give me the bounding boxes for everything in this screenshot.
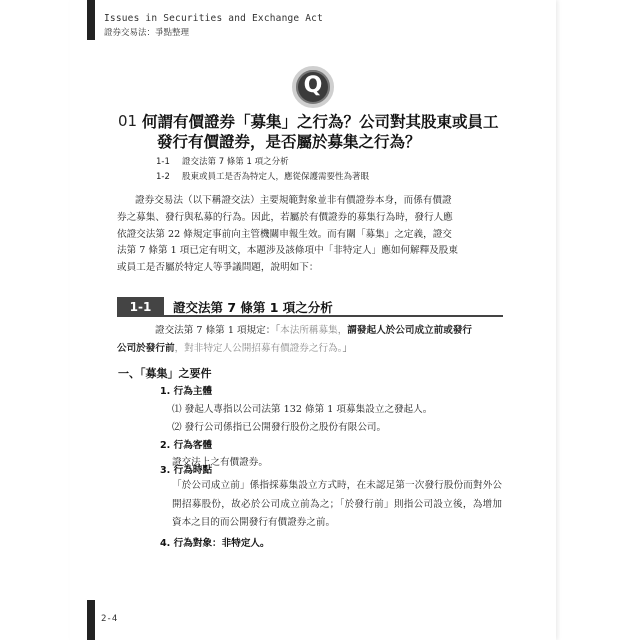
item-4-title: 4. 行為對象：非特定人。 <box>160 538 270 549</box>
statute-quote <box>117 322 503 358</box>
page-number: 2-4 <box>101 614 118 624</box>
intro-line: 依證交法第 22 條規定事前向主管機關申報生效。而有關「募集」之定義，證交 <box>117 228 452 240</box>
quote-bold-2: 公司於發行前 <box>117 343 175 354</box>
section-number: 1-1 <box>117 297 164 317</box>
quote-gray-2: ，對非特定人公開招募有價證券之行為。 <box>174 343 343 354</box>
question-title-line-2: 發行有價證券，是否屬於募集之行為？ <box>157 133 421 151</box>
intro-paragraph <box>117 193 493 277</box>
item-2-title: 2. 行為客體 <box>160 440 213 451</box>
question-number: 01 <box>118 112 138 130</box>
item-1-title: 1. 行為主體 <box>160 386 213 397</box>
header-tab-bar <box>87 0 95 40</box>
section-heading <box>117 297 503 317</box>
toc-item-number: 1-1 <box>156 157 170 167</box>
section-title: 證交法第 7 條第 1 項之分析 <box>173 300 333 315</box>
item-3-title: 3. 行為時點 <box>160 465 213 476</box>
intro-line: 券之募集、發行與私募的行為。因此，若屬於有價證券的募集行為時，發行人應 <box>117 211 453 223</box>
item-3-text: 「於公司成立前」係指採募集設立方式時，在未認足第一次發行股份而對外公開招募股份，故必於公司成立前為之；「於發行前」則指公司設立後，為增加資本之目的而公開發行有價證券之前。 <box>172 480 502 528</box>
subheading-requirements: 一、「募集」之要件 <box>118 367 212 380</box>
question-badge-letter: Q <box>303 73 323 98</box>
quote-close: 」 <box>342 343 353 354</box>
question-title-line-1: 何謂有價證券「募集」之行為？公司對其股東或員工 <box>142 113 499 131</box>
item-1-a: ⑴ 發起人專指以公司法第 132 條第 1 項募集設立之發起人。 <box>172 404 433 415</box>
quote-lead: 證交法第 7 條第 1 項規定：「 <box>155 325 281 336</box>
quote-gray-1: 本法所稱募集， <box>280 325 348 336</box>
running-header-subtitle: 證券交易法：爭點整理 <box>104 28 190 38</box>
running-header-title: Issues in Securities and Exchange Act <box>104 13 324 24</box>
toc-item-number: 1-2 <box>156 172 170 182</box>
intro-line: 法第 7 條第 1 項已定有明文，本題涉及該條項中「非特定人」應如何解釋及股東 <box>117 245 458 257</box>
footer-tab-bar <box>87 600 95 640</box>
toc-item-text: 證交法第 7 條第 1 項之分析 <box>182 157 289 167</box>
toc-item <box>156 155 289 167</box>
intro-line: 證券交易法（以下稱證交法）主要規範對象並非有價證券本身，而係有價證 <box>135 195 452 206</box>
intro-line: 或員工是否屬於特定人等爭議問題，說明如下： <box>117 262 319 274</box>
toc-item <box>156 170 369 182</box>
item-1-b: ⑵ 發行公司係指已公開發行股份之股份有限公司。 <box>172 422 387 433</box>
item-2-a: 證交法上之有價證券。 <box>172 457 268 468</box>
toc-item-text: 股東或員工是否為特定人，應從保護需要性為著眼 <box>182 172 370 182</box>
question-badge-icon <box>292 66 334 108</box>
quote-bold-1: 謂發起人於公司成立前或發行 <box>347 325 473 336</box>
